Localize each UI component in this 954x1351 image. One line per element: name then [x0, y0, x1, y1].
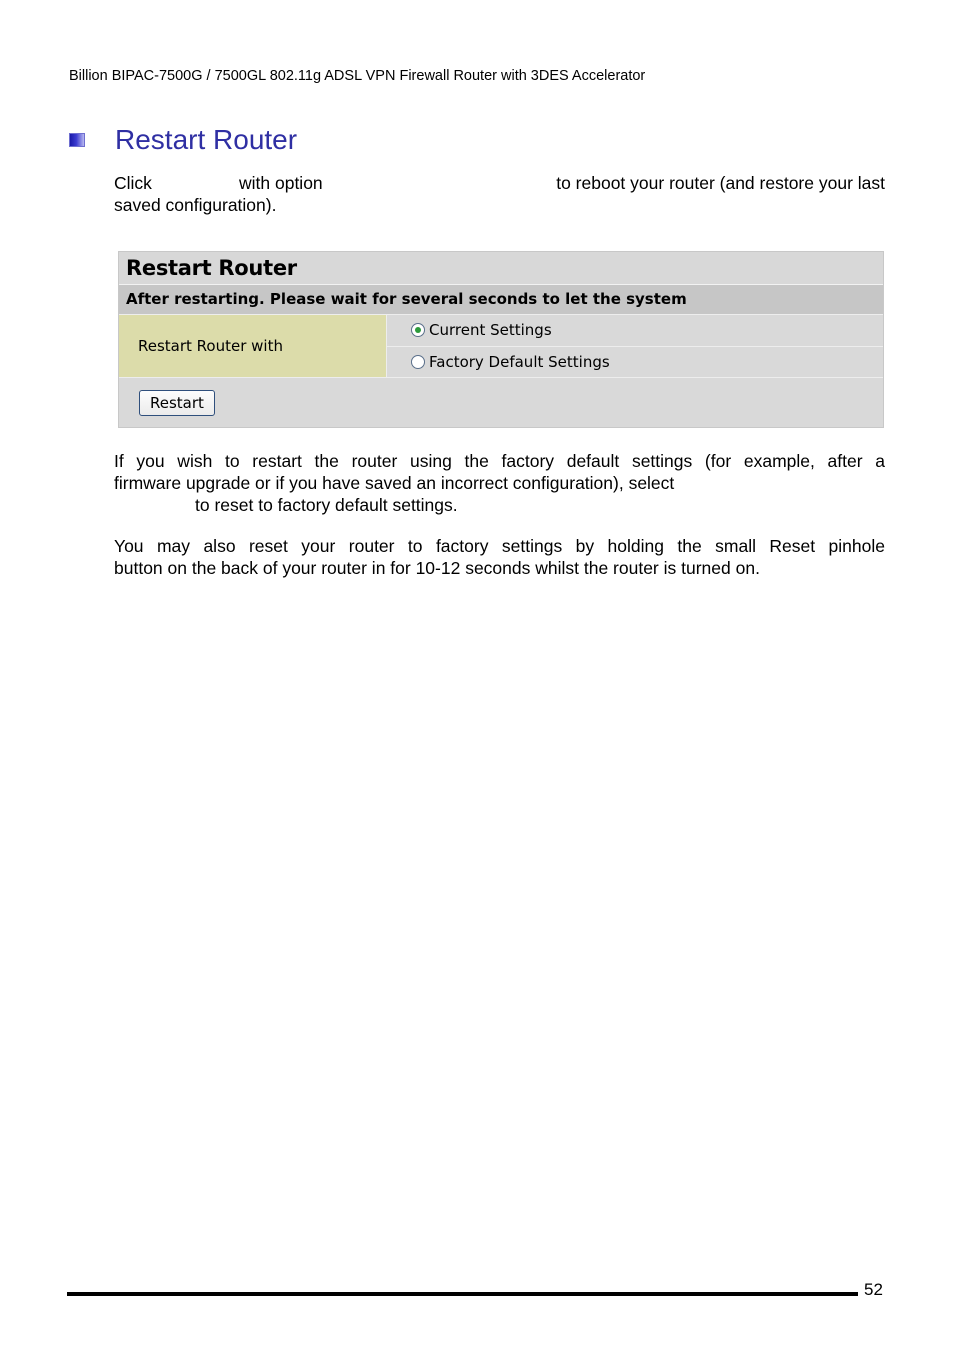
para3-line-1: You may also reset your router to factory settings by holding the small Reset pinhole: [114, 536, 885, 556]
para2-line-3: to reset to factory default settings.: [195, 495, 458, 515]
option-current-settings[interactable]: [387, 315, 883, 346]
panel-subtitle: After restarting. Please wait for several seconds to let the system: [119, 285, 883, 315]
intro-word-click: Click: [114, 173, 152, 193]
restart-router-panel: [118, 251, 884, 428]
intro-paragraph: [114, 172, 885, 216]
panel-title: Restart Router: [119, 252, 883, 285]
restart-option-row: [119, 315, 883, 378]
intro-line-2: saved configuration).: [114, 195, 277, 215]
para3-line-2: button on the back of your router in for 10-12 seconds whilst the router is turned on.: [114, 558, 760, 578]
restart-button[interactable]: Restart: [139, 390, 215, 416]
radio-current-settings[interactable]: [411, 323, 425, 337]
restart-with-label: Restart Router with: [119, 315, 387, 377]
para2-line-1: If you wish to restart the router using the factory default settings (for example, after a: [114, 451, 885, 471]
para2-line-2: firmware upgrade or if you have saved an incorrect configuration), select: [114, 473, 675, 493]
square-bullet-icon: [69, 133, 85, 147]
option-current-settings-label: Current Settings: [429, 321, 552, 340]
pinhole-reset-paragraph: [114, 535, 885, 579]
section-title: Restart Router: [115, 124, 298, 155]
section-heading: [69, 122, 297, 158]
intro-reboot-text: to reboot your router (and restore your last: [556, 173, 885, 193]
footer-rule: [67, 1292, 858, 1296]
intro-line-1: [114, 172, 885, 194]
panel-footer: [119, 378, 883, 428]
option-factory-default-label: Factory Default Settings: [429, 352, 610, 371]
running-header: Billion BIPAC-7500G / 7500GL 802.11g ADSL VPN Firewall Router with 3DES Accelerator: [69, 68, 646, 84]
factory-reset-paragraph: [114, 450, 885, 516]
page-number: 52: [864, 1280, 883, 1299]
intro-with-option: with option: [239, 173, 323, 193]
option-factory-default[interactable]: [387, 346, 883, 378]
restart-options: [387, 315, 883, 377]
radio-factory-default[interactable]: [411, 355, 425, 369]
